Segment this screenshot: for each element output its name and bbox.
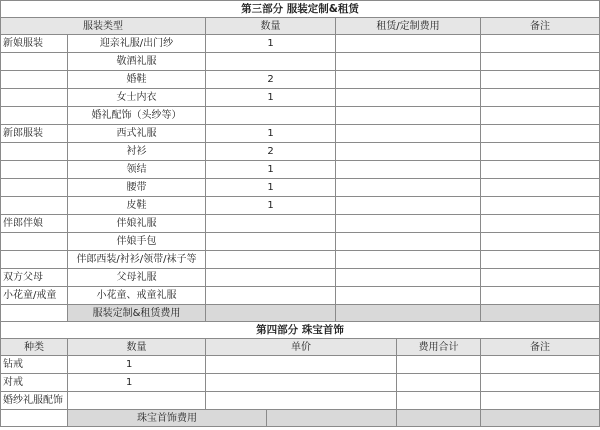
header-rental-fee: 租赁/定制费用 (336, 18, 481, 35)
clothing-total-note (481, 305, 600, 322)
table-row (1, 125, 600, 143)
table-row (1, 215, 600, 233)
jewelry-total-spacer (1, 410, 68, 427)
header-jewelry-quantity: 数量 (68, 339, 206, 356)
jewelry-total-price (267, 410, 397, 427)
clothing-fee-cell[interactable] (336, 215, 481, 233)
clothing-item: 伴娘礼服 (68, 215, 206, 233)
clothing-note-cell[interactable] (481, 143, 600, 161)
clothing-item: 西式礼服 (68, 125, 206, 143)
table-row (1, 269, 600, 287)
clothing-note-cell[interactable] (481, 179, 600, 197)
jewelry-note-cell[interactable] (481, 392, 600, 410)
clothing-category (1, 53, 68, 71)
jewelry-kind: 婚纱礼服配饰 (1, 392, 68, 410)
jewelry-note-cell[interactable] (481, 356, 600, 374)
clothing-quantity: 1 (206, 89, 336, 107)
clothing-quantity (206, 215, 336, 233)
clothing-item: 伴郎西装/衬衫/领带/袜子等 (68, 251, 206, 269)
jewelry-quantity (68, 392, 206, 410)
clothing-quantity: 1 (206, 197, 336, 215)
clothing-quantity: 2 (206, 71, 336, 89)
clothing-total-label: 服装定制&租赁费用 (68, 305, 206, 322)
clothing-fee-cell[interactable] (336, 197, 481, 215)
clothing-note-cell[interactable] (481, 35, 600, 53)
table-row (1, 161, 600, 179)
clothing-item: 伴娘手包 (68, 233, 206, 251)
clothing-note-cell[interactable] (481, 161, 600, 179)
clothing-category (1, 197, 68, 215)
clothing-quantity: 1 (206, 161, 336, 179)
table-row (1, 143, 600, 161)
jewelry-quantity: 1 (68, 356, 206, 374)
table-row (1, 179, 600, 197)
clothing-note-cell[interactable] (481, 53, 600, 71)
jewelry-total-sum[interactable] (397, 410, 481, 427)
clothing-category (1, 143, 68, 161)
table-row (1, 107, 600, 125)
clothing-item: 衬衫 (68, 143, 206, 161)
jewelry-sum-cell[interactable] (397, 356, 481, 374)
clothing-fee-cell[interactable] (336, 179, 481, 197)
table-row (1, 35, 600, 53)
clothing-category: 双方父母 (1, 269, 68, 287)
clothing-note-cell[interactable] (481, 71, 600, 89)
clothing-fee-cell[interactable] (336, 71, 481, 89)
clothing-quantity: 1 (206, 179, 336, 197)
clothing-item: 腰带 (68, 179, 206, 197)
clothing-fee-cell[interactable] (336, 269, 481, 287)
header-unit-price: 单价 (206, 339, 397, 356)
clothing-fee-cell[interactable] (336, 53, 481, 71)
clothing-note-cell[interactable] (481, 89, 600, 107)
clothing-total-qty (206, 305, 336, 322)
table-row (1, 233, 600, 251)
jewelry-sum-cell[interactable] (397, 374, 481, 392)
clothing-category (1, 89, 68, 107)
clothing-category: 伴郎伴娘 (1, 215, 68, 233)
header-quantity: 数量 (206, 18, 336, 35)
clothing-fee-cell[interactable] (336, 287, 481, 305)
table-row (1, 322, 600, 339)
clothing-quantity (206, 233, 336, 251)
table-row (1, 89, 600, 107)
table-row (1, 251, 600, 269)
table-row (1, 305, 600, 322)
clothing-quantity: 2 (206, 143, 336, 161)
clothing-quantity (206, 269, 336, 287)
table-row (1, 197, 600, 215)
clothing-item: 领结 (68, 161, 206, 179)
clothing-note-cell[interactable] (481, 107, 600, 125)
clothing-note-cell[interactable] (481, 197, 600, 215)
clothing-fee-cell[interactable] (336, 107, 481, 125)
jewelry-total-note (481, 410, 600, 427)
jewelry-price-cell[interactable] (206, 356, 397, 374)
jewelry-price-cell[interactable] (206, 392, 397, 410)
clothing-item: 皮鞋 (68, 197, 206, 215)
clothing-quantity: 1 (206, 125, 336, 143)
clothing-quantity: 1 (206, 35, 336, 53)
clothing-category (1, 161, 68, 179)
clothing-note-cell[interactable] (481, 269, 600, 287)
jewelry-note-cell[interactable] (481, 374, 600, 392)
clothing-item: 敬酒礼服 (68, 53, 206, 71)
clothing-fee-cell[interactable] (336, 161, 481, 179)
clothing-note-cell[interactable] (481, 251, 600, 269)
clothing-quantity (206, 53, 336, 71)
clothing-category (1, 251, 68, 269)
jewelry-quantity: 1 (68, 374, 206, 392)
table-row (1, 356, 600, 374)
clothing-quantity (206, 251, 336, 269)
clothing-note-cell[interactable] (481, 215, 600, 233)
jewelry-kind: 钻戒 (1, 356, 68, 374)
table-row (1, 374, 600, 392)
header-clothing-type: 服装类型 (1, 18, 206, 35)
clothing-fee-cell[interactable] (336, 89, 481, 107)
table-row (1, 339, 600, 356)
clothing-fee-cell[interactable] (336, 233, 481, 251)
table-row (1, 392, 600, 410)
jewelry-sum-cell[interactable] (397, 392, 481, 410)
clothing-note-cell[interactable] (481, 287, 600, 305)
clothing-fee-cell[interactable] (336, 143, 481, 161)
clothing-item: 迎亲礼服/出门纱 (68, 35, 206, 53)
clothing-fee-cell[interactable] (336, 251, 481, 269)
table-row (1, 71, 600, 89)
header-kind: 种类 (1, 339, 68, 356)
clothing-category (1, 107, 68, 125)
clothing-item: 婚鞋 (68, 71, 206, 89)
jewelry-kind: 对戒 (1, 374, 68, 392)
clothing-quantity (206, 287, 336, 305)
table-row (1, 53, 600, 71)
clothing-quantity (206, 107, 336, 125)
clothing-category: 小花童/戒童 (1, 287, 68, 305)
clothing-item: 小花童、戒童礼服 (68, 287, 206, 305)
jewelry-total-label: 珠宝首饰费用 (68, 410, 267, 427)
total-spacer (1, 305, 68, 322)
clothing-total-fee[interactable] (336, 305, 481, 322)
clothing-category (1, 233, 68, 251)
clothing-category: 新郎服装 (1, 125, 68, 143)
clothing-category (1, 179, 68, 197)
section3-title: 第三部分 服装定制&租赁 (1, 1, 600, 18)
clothing-category: 新娘服装 (1, 35, 68, 53)
header-fee-sum: 费用合计 (397, 339, 481, 356)
jewelry-price-cell[interactable] (206, 374, 397, 392)
section4-title: 第四部分 珠宝首饰 (1, 322, 600, 339)
clothing-fee-cell[interactable] (336, 35, 481, 53)
clothing-item: 父母礼服 (68, 269, 206, 287)
table-row (1, 410, 600, 427)
clothing-item: 婚礼配饰（头纱等） (68, 107, 206, 125)
clothing-note-cell[interactable] (481, 125, 600, 143)
header-note: 备注 (481, 18, 600, 35)
clothing-note-cell[interactable] (481, 233, 600, 251)
table-row (1, 287, 600, 305)
clothing-item: 女士内衣 (68, 89, 206, 107)
clothing-fee-cell[interactable] (336, 125, 481, 143)
header-jewelry-note: 备注 (481, 339, 600, 356)
clothing-category (1, 71, 68, 89)
